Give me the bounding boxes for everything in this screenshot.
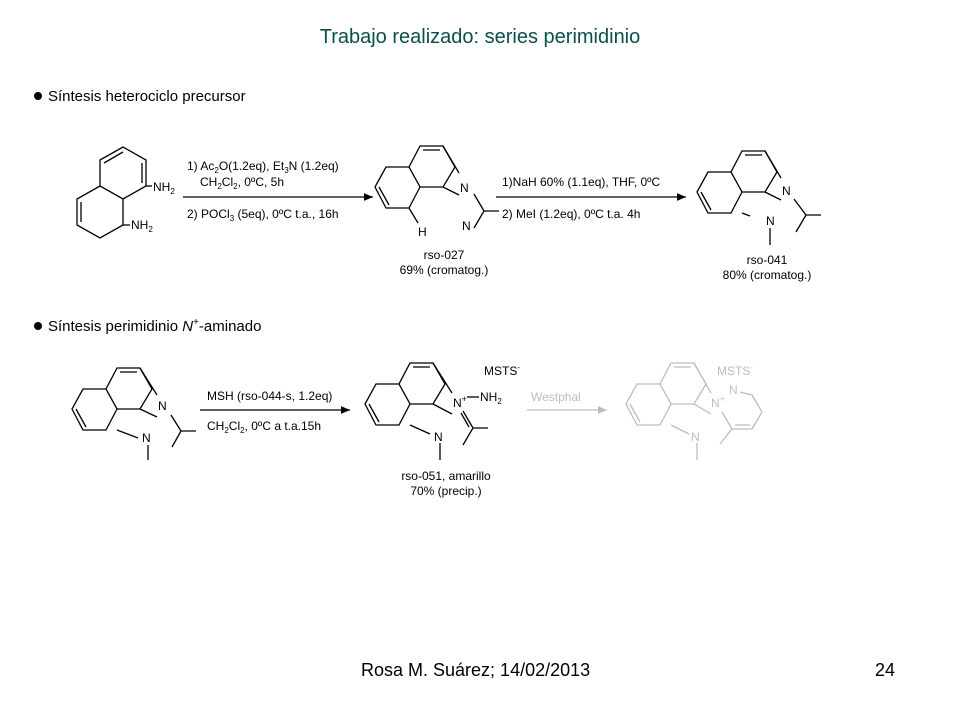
conditions-line-1: 1) $Ac_2O(1.2eq)$, $Et_3N$ (1.2eq) bbox=[187, 159, 339, 175]
reaction-step-2 bbox=[496, 175, 686, 221]
westphal-label: Westphal bbox=[531, 390, 581, 404]
atom-n: N bbox=[460, 181, 469, 195]
reaction-step-1 bbox=[183, 159, 373, 223]
reaction-step-westphal bbox=[527, 390, 607, 410]
atom-n-plus: N+ bbox=[453, 394, 467, 410]
compound-yield: 80% (cromatog.) bbox=[722, 268, 812, 282]
compound-code: rso-041 bbox=[746, 253, 788, 267]
conditions-line-2: $CH_2Cl_2$, 0ºC a t.a.15h bbox=[207, 419, 322, 435]
conditions-line-1: MSH (rso-044-s, 1.2eq) bbox=[207, 389, 333, 403]
atom-n: N bbox=[158, 399, 167, 413]
counterion: MSTS- bbox=[484, 363, 521, 378]
atom-n: N bbox=[782, 184, 791, 198]
compound-yield: 70% (precip.) bbox=[410, 484, 482, 498]
compound-yield: 69% (cromatog.) bbox=[399, 263, 489, 277]
molecule-rso-041-start bbox=[72, 368, 196, 460]
page-number: 24 bbox=[875, 660, 896, 680]
molecule-rso-027 bbox=[375, 146, 499, 277]
molecule-rso-041 bbox=[697, 151, 821, 282]
bullet-text: Síntesis heterociclo precursor bbox=[48, 88, 246, 105]
atom-n-plus: N+ bbox=[711, 394, 725, 410]
compound-code: rso-027 bbox=[423, 248, 465, 262]
label-nh2-bottom: $NH_2$ bbox=[131, 218, 153, 234]
bullet-sup: + bbox=[193, 317, 199, 328]
molecule-diaminonaphthalene bbox=[77, 147, 175, 238]
atom-h: H bbox=[418, 225, 427, 239]
conditions-line-2: $CH_2Cl_2$, 0ºC, 5h bbox=[200, 175, 284, 191]
label-nh2: $NH_2$ bbox=[480, 390, 502, 406]
molecule-target bbox=[626, 363, 762, 460]
label-nh2-top: $NH_2$ bbox=[153, 180, 175, 196]
atom-n-methyl: N bbox=[766, 214, 775, 228]
conditions-line-2: 2) MeI (1.2eq), 0ºC t.a. 4h bbox=[502, 207, 641, 221]
atom-n-methyl: N bbox=[434, 430, 443, 444]
conditions-line-1: 1)NaH 60% (1.1eq), THF, 0ºC bbox=[502, 175, 661, 189]
counterion: MSTS- bbox=[717, 363, 754, 378]
bullet-italic-n: N bbox=[182, 318, 194, 335]
atom-n-ring: N bbox=[729, 383, 738, 397]
reaction-step-3 bbox=[200, 389, 350, 435]
atom-nh: N bbox=[462, 219, 471, 233]
atom-n-methyl: N bbox=[142, 431, 151, 445]
compound-code: rso-051, amarillo bbox=[401, 469, 491, 483]
conditions-line-3: 2) POCl$_3$ (5eq), 0ºC t.a., 16h bbox=[187, 207, 339, 223]
footer-author-date: Rosa M. Suárez; 14/02/2013 bbox=[361, 660, 591, 680]
atom-n-methyl: N bbox=[691, 430, 700, 444]
page-title: Trabajo realizado: series perimidinio bbox=[319, 26, 641, 48]
bullet-text: Síntesis perimidinio bbox=[48, 318, 183, 335]
molecule-rso-051 bbox=[365, 363, 520, 498]
bullet-tail: -aminado bbox=[198, 318, 262, 335]
